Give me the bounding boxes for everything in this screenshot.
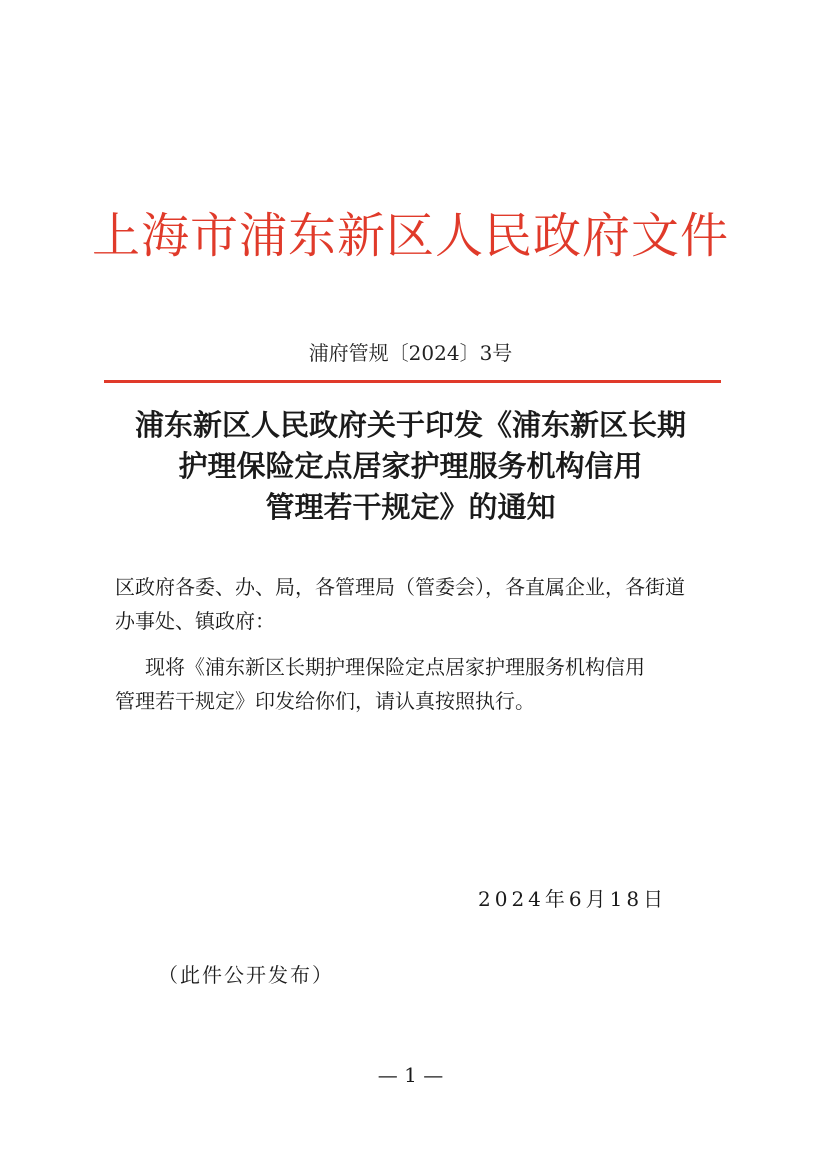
title-line: 管理若干规定》的通知 xyxy=(265,490,556,524)
addressee-block xyxy=(115,570,725,638)
body-line: 现将《浦东新区长期护理保险定点居家护理服务机构信用 xyxy=(145,655,645,679)
document-number: 浦府管规〔2024〕3号 xyxy=(308,341,513,365)
body-line: 管理若干规定》印发给你们，请认真按照执行。 xyxy=(115,689,535,713)
title-line: 护理保险定点居家护理服务机构信用 xyxy=(178,449,643,483)
page-number: — 1 — xyxy=(377,1063,444,1087)
red-separator-line xyxy=(104,380,721,383)
body-paragraph xyxy=(115,650,725,718)
issuer-red-header: 上海市浦东新区人民政府文件 xyxy=(91,208,729,264)
issue-date: 2024年6月18日 xyxy=(478,887,668,911)
addressee-line: 办事处、镇政府： xyxy=(115,609,275,633)
document-title xyxy=(60,405,761,528)
addressee-line: 区政府各委、办、局，各管理局（管委会），各直属企业，各街道 xyxy=(115,575,685,599)
title-line: 浦东新区人民政府关于印发《浦东新区长期 xyxy=(134,408,686,442)
public-release-note: （此件公开发布） xyxy=(158,963,334,987)
